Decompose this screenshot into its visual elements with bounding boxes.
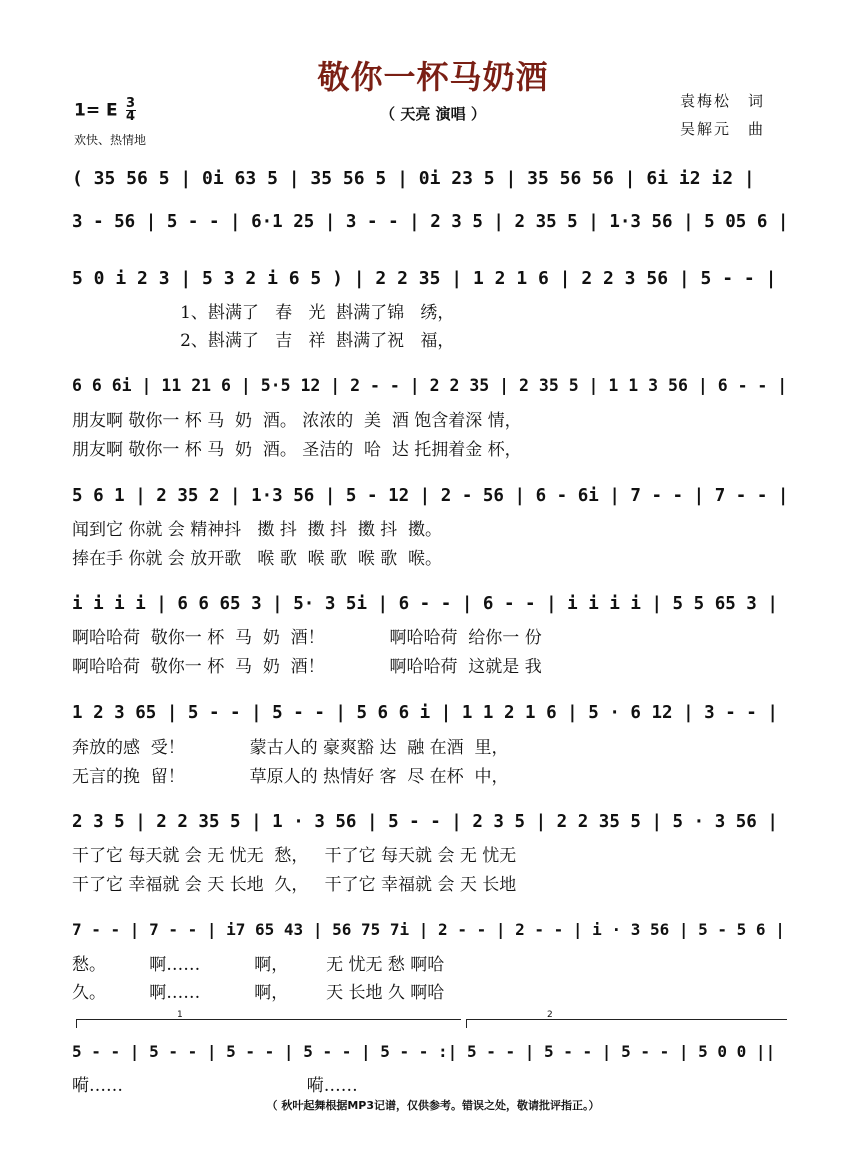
composer-credit: 吴解元 曲	[680, 120, 766, 138]
lyric-line-9-verse-1: 愁。 啊…… 啊， 无 忧无 愁 啊哈	[72, 955, 445, 975]
lyric-line-5-verse-2: 捧在手 你就 会 放开歌 喉 歌 喉 歌 喉 歌 喉。	[72, 549, 443, 569]
lyric-line-8-verse-2: 干了它 幸福就 会 天 长地 久， 干了它 幸福就 会 天 长地	[72, 875, 517, 895]
notation-line-2: 3 - 56 | 5 - - | 6·1 25 | 3 - - | 2 3 5 | 2 35 5 | 1·3 56 | 5 05 6 |	[72, 212, 789, 232]
lyricist-credit: 袁梅松 词	[680, 92, 766, 110]
key-label: 1= E	[74, 100, 118, 121]
notation-line-6: i i i i | 6 6 65 3 | 5· 3 5i | 6 - - | 6 - - | i i i i | 5 5 65 3 |	[72, 594, 778, 614]
lyric-line-6-verse-2: 啊哈哈荷 敬你一 杯 马 奶 酒！ 啊哈哈荷 这就是 我	[72, 657, 542, 677]
tempo-marking: 欢快、热情地	[74, 133, 147, 147]
singer-credit: （ 天亮 演唱 ）	[380, 105, 486, 123]
second-ending-bracket	[466, 1010, 787, 1028]
time-top: 3	[126, 96, 136, 111]
notation-line-8: 2 3 5 | 2 2 35 5 | 1 · 3 56 | 5 - - | 2 3 5 | 2 2 35 5 | 5 · 3 56 |	[72, 812, 778, 832]
song-title: 敬你一杯马奶酒	[317, 58, 549, 96]
notation-line-7: 1 2 3 65 | 5 - - | 5 - - | 5 6 6 i | 1 1 2 1 6 | 5 · 6 12 | 3 - - |	[72, 703, 778, 723]
transcription-note: （ 秋叶起舞根据MP3记谱，仅供参考。错误之处，敬请批评指正。）	[266, 1099, 600, 1112]
lyric-line-4-verse-1: 朋友啊 敬你一 杯 马 奶 酒。 浓浓的 美 酒 饱含着深 情，	[72, 411, 522, 431]
time-bottom: 4	[126, 109, 136, 124]
notation-line-3: 5 0 i 2 3 | 5 3 2 i 6 5 ) | 2 2 35 | 1 2 1 6 | 2 2 3 56 | 5 - - |	[72, 268, 777, 289]
notation-line-9: 7 - - | 7 - - | i7 65 43 | 56 75 7i | 2 - - | 2 - - | i · 3 56 | 5 - 5 6 |	[72, 920, 785, 939]
first-ending-number: 1	[177, 1010, 183, 1020]
notation-line-1: ( 35 56 5 | 0i 63 5 | 35 56 5 | 0i 23 5 | 35 56 56 | 6i i2 i2 |	[72, 168, 755, 189]
lyric-line-10: 嗬…… 嗬……	[72, 1076, 358, 1096]
lyric-line-4-verse-2: 朋友啊 敬你一 杯 马 奶 酒。 圣洁的 哈 达 托拥着金 杯，	[72, 440, 522, 460]
lyric-line-6-verse-1: 啊哈哈荷 敬你一 杯 马 奶 酒！ 啊哈哈荷 给你一 份	[72, 628, 542, 648]
time-signature	[126, 98, 136, 123]
second-ending-number: 2	[547, 1010, 553, 1020]
notation-line-10: 5 - - | 5 - - | 5 - - | 5 - - | 5 - - :| 5 - - | 5 - - | 5 - - | 5 0 0 ||	[72, 1042, 776, 1061]
lyric-line-5-verse-1: 闻到它 你就 会 精神抖 擞 抖 擞 抖 擞 抖 擞。	[72, 520, 443, 540]
lyric-line-9-verse-2: 久。 啊…… 啊， 天 长地 久 啊哈	[72, 983, 445, 1003]
lyric-line-7-verse-2: 无言的挽 留！ 草原人的 热情好 客 尽 在杯 中，	[72, 767, 509, 787]
key-signature	[74, 98, 136, 123]
notation-line-5: 5 6 1 | 2 35 2 | 1·3 56 | 5 - 12 | 2 - 56 | 6 - 6i | 7 - - | 7 - - |	[72, 486, 789, 506]
lyric-line-3-verse-2: 2、斟满了 吉 祥 斟满了祝 福，	[72, 331, 455, 351]
first-ending-bracket	[76, 1010, 461, 1028]
lyric-line-7-verse-1: 奔放的感 受！ 蒙古人的 豪爽豁 达 融 在酒 里，	[72, 738, 509, 758]
notation-line-4: 6 6 6i | 11 21 6 | 5·5 12 | 2 - - | 2 2 35 | 2 35 5 | 1 1 3 56 | 6 - - |	[72, 376, 788, 395]
lyric-line-8-verse-1: 干了它 每天就 会 无 忧无 愁， 干了它 每天就 会 无 忧无	[72, 846, 517, 866]
lyric-line-3-verse-1: 1、斟满了 春 光 斟满了锦 绣，	[72, 303, 455, 323]
